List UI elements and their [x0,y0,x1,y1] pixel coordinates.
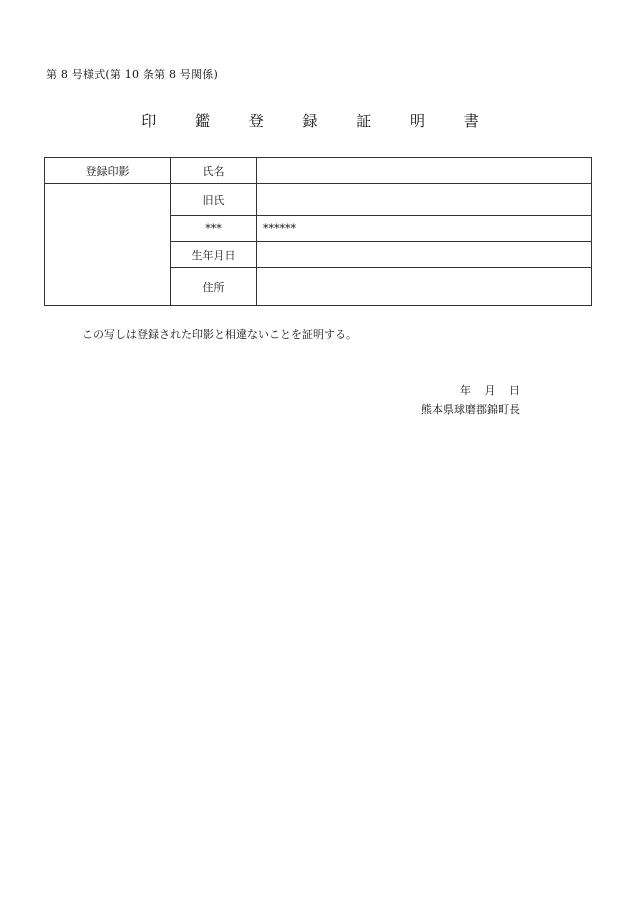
table-row [45,158,592,184]
form-number: 第 8 号様式(第 10 条第 8 号関係) [46,68,218,81]
address-value-cell [257,268,592,306]
dob-label-cell: 生年月日 [171,242,257,268]
name-value-cell [257,158,592,184]
seal-header-cell: 登録印影 [45,158,171,184]
dob-value-cell [257,242,592,268]
document-title: 印 鑑 登 録 証 明 書 [141,112,496,130]
certificate-table [44,157,592,306]
certification-statement: この写しは登録された印影と相違ないことを証明する。 [82,328,357,341]
address-label-cell: 住所 [171,268,257,306]
masked-value-cell: ****** [257,216,592,242]
former-name-value-cell [257,184,592,216]
issuer-name: 熊本県球磨郡錦町長 [421,403,520,416]
issue-date-line: 年 月 日 [460,384,520,397]
table-row [45,184,592,216]
seal-impression-area [45,184,171,306]
masked-label-cell: *** [171,216,257,242]
former-name-label-cell: 旧氏 [171,184,257,216]
name-label-cell: 氏名 [171,158,257,184]
